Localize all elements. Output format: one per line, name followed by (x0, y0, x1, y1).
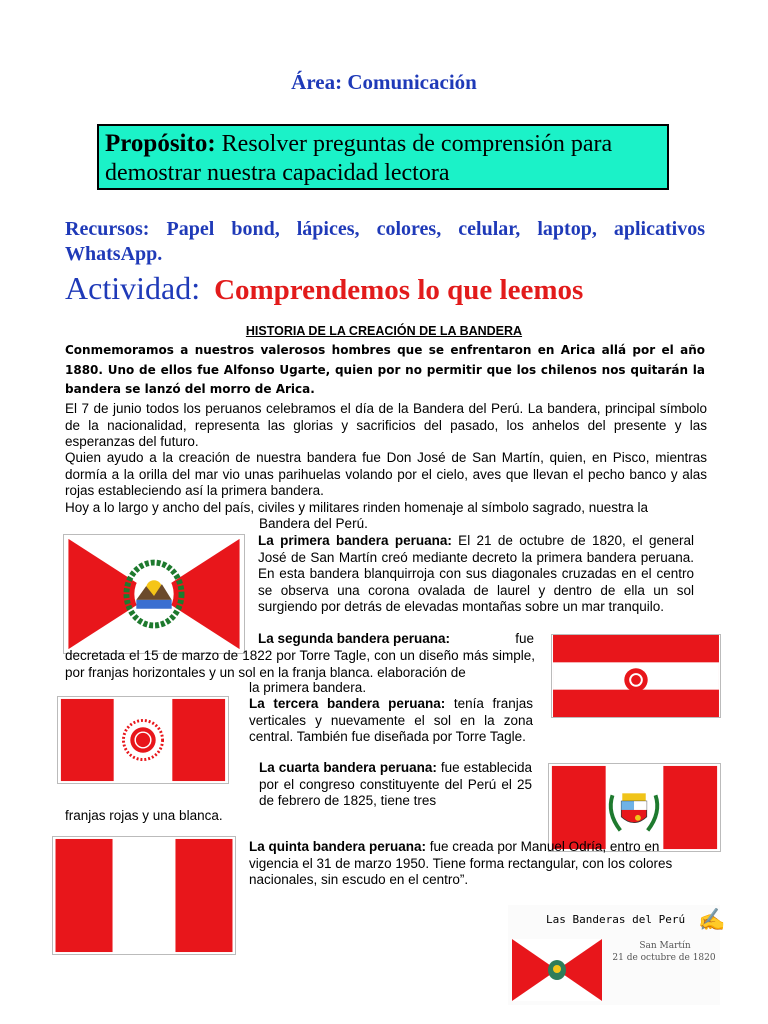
fourth-flag-text (259, 760, 532, 810)
actividad-title: Comprendemos lo que leemos (214, 274, 584, 306)
third-flag-desc: tenía franjas verticales y nuevamente el sol en la zona central. También fue diseñada por Torre Tagle. (249, 696, 533, 744)
intro-paragraph: Conmemoramos a nuestros valerosos hombres que se enfrentaron en Arica allá por el año 1880. Uno de ellos fue Alfonso Ugarte, quien por no permitir que los chilenos nos quitarán la bandera se lanzó del morro de Arica. (65, 343, 705, 396)
inset-title: Las Banderas del Perú (546, 913, 686, 926)
inset-flag-image (512, 939, 602, 1001)
second-flag-label: La segunda bandera peruana: (258, 631, 451, 646)
actividad-label: Actividad: (65, 270, 201, 306)
area-title: Área: Comunicación (291, 70, 477, 94)
first-flag-desc: El 21 de octubre de 1820, el general José de San Martín creó mediante decreto la primera bandera peruana. En esta bandera blanquirroja con sus diagonales cruzadas en el centro se observa una corona ovalada de laurel y dentro de ella un sol surgiendo por detrás de elevadas montañas sobre un mar tranquilo. (258, 533, 694, 614)
second-flag-image (551, 634, 721, 718)
inset-caption-name: San Martín (639, 941, 691, 951)
second-flag-text-head (258, 631, 534, 648)
first-flag-text (258, 533, 694, 616)
paragraph-3-end: Bandera del Perú. (259, 516, 368, 531)
fifth-flag-text (249, 839, 693, 889)
fifth-flag-image (52, 836, 236, 955)
proposito-box (97, 124, 669, 190)
fourth-flag-label: La cuarta bandera peruana: (259, 760, 437, 775)
third-flag-text (249, 696, 533, 746)
article-title: HISTORIA DE LA CREACIÓN DE LA BANDERA (245, 324, 523, 338)
recursos-text: Recursos: Papel bond, lápices, colores, celular, laptop, aplicativos WhatsApp. (65, 218, 705, 265)
pen-hand-icon: ✍ (698, 907, 726, 932)
paragraph-1: El 7 de junio todos los peruanos celebramos el día de la Bandera del Perú. La bandera, principal símbolo de la nacionalidad, representa las glorias y sacrificios del pasado, los anhelos del presente y las esperanzas del futuro. (65, 401, 707, 449)
second-flag-text-end: la primera bandera. (249, 680, 367, 695)
fourth-flag-desc: fue establecida por el congreso constituyente del Perú el 25 de febrero de 1825, tiene tres (259, 760, 532, 808)
third-flag-image (57, 696, 229, 784)
paragraph-2: Quien ayudo a la creación de nuestra bandera fue Don José de San Martín, quien, en Pisco, mientras dormía a la orilla del mar vio unas parihuelas volando por el cielo, aves que llevan el pecho banco y alas rojas estableciendo así la primera bandera. (65, 450, 707, 498)
proposito-label: Propósito: (105, 130, 216, 157)
fifth-flag-label: La quinta bandera peruana: (249, 839, 427, 854)
proposito-text: Resolver preguntas de comprensión para demostrar nuestra capacidad lectora (105, 131, 613, 186)
first-flag-image (63, 534, 245, 654)
inset-caption-date: 21 de octubre de 1820 (612, 953, 716, 963)
second-flag-text: decretada el 15 de marzo de 1822 por Torre Tagle, con un diseño más simple, por franjas horizontales y un sol en la franja blanca. elaboración de (65, 648, 535, 680)
third-flag-label: La tercera bandera peruana: (249, 696, 446, 711)
paragraph-3: Hoy a lo largo y ancho del país, civiles y militares rinden homenaje al símbolo sagrado, nuestra la (65, 500, 649, 515)
second-flag-desc-a: fue (515, 631, 534, 646)
actividad-heading (65, 270, 583, 307)
fourth-flag-text-end: franjas rojas y una blanca. (65, 808, 223, 823)
fifth-flag-desc: fue creada por Manuel Odría, entro en vigencia el 31 de marzo 1950. Tiene forma rectangular, con los colores nacionales, sin escudo en el centro”. (249, 839, 673, 887)
inset-illustration (508, 905, 726, 1005)
first-flag-label: La primera bandera peruana: (258, 533, 452, 548)
